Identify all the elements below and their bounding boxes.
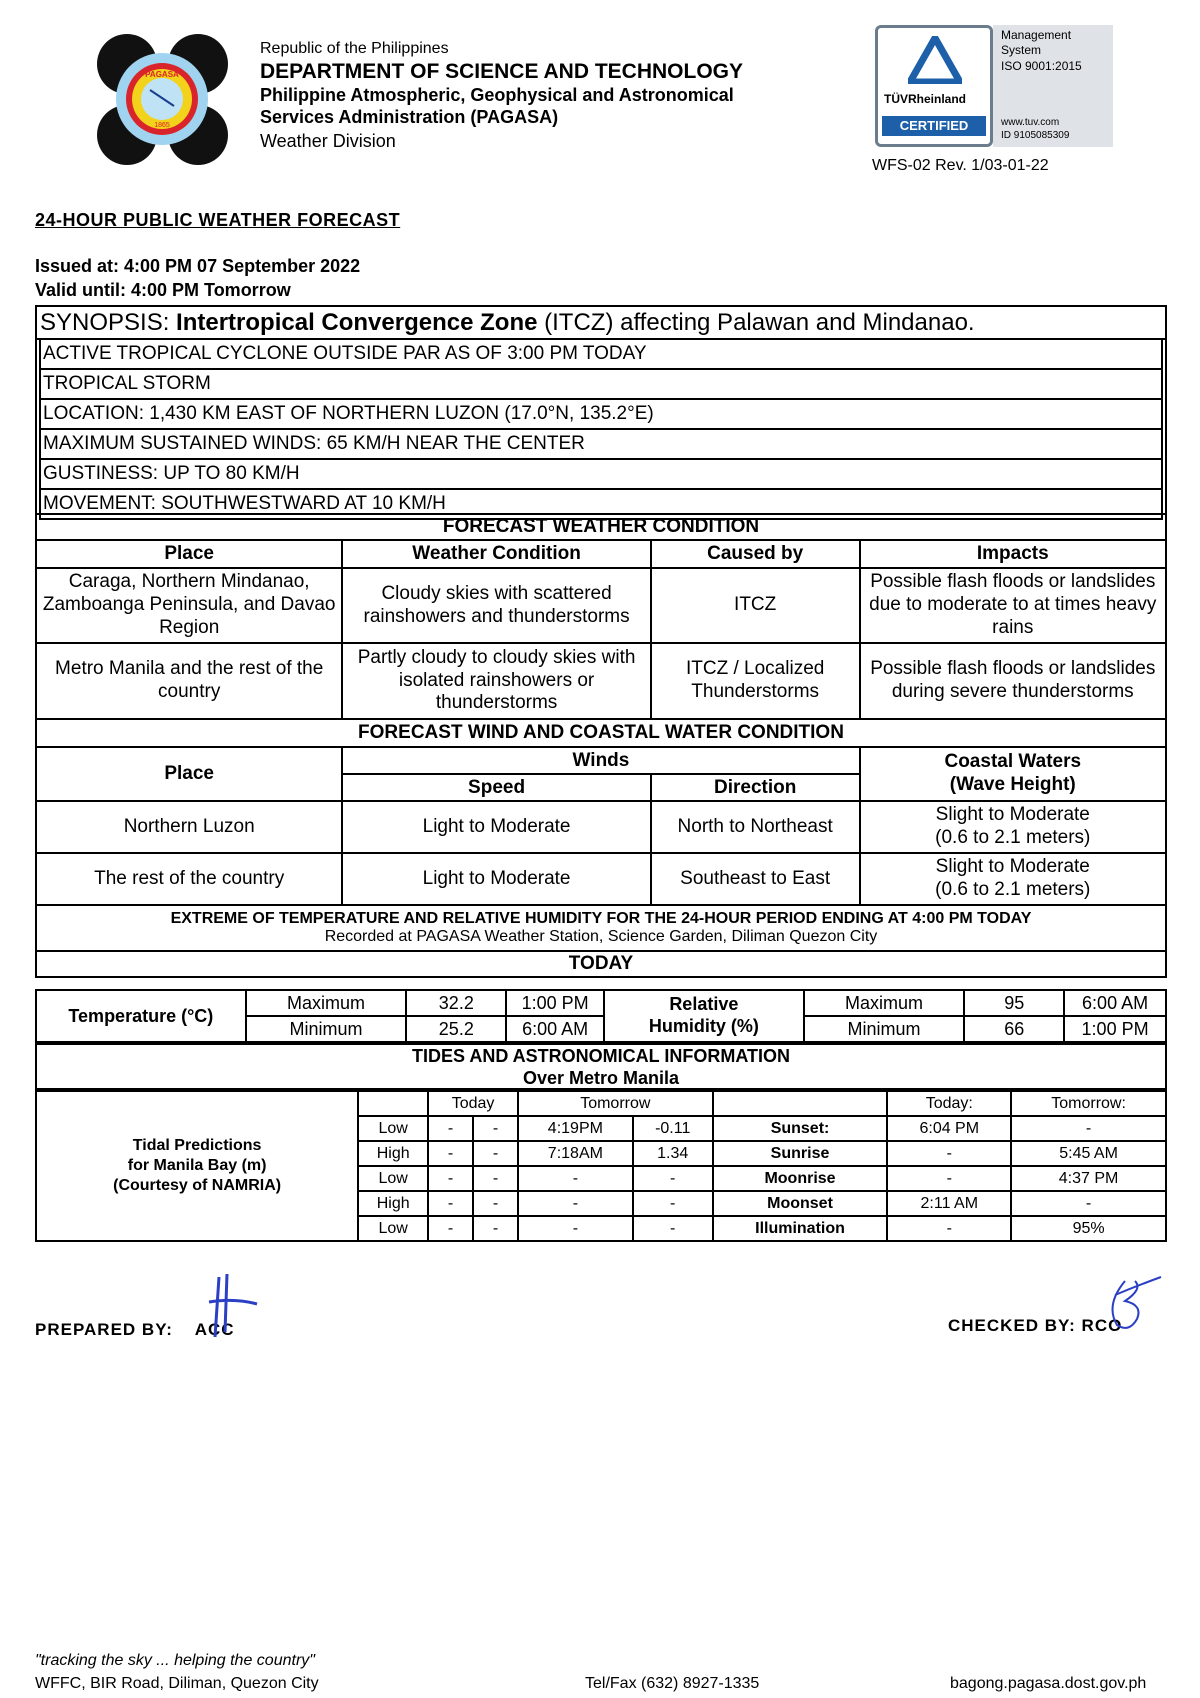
wind-col-direction: Direction	[651, 774, 860, 801]
astro-tomorrow: -	[1011, 1191, 1166, 1216]
department-title: DEPARTMENT OF SCIENCE AND TECHNOLOGY	[260, 60, 744, 83]
tide-tomorrow-height: -	[633, 1216, 713, 1241]
tide-today-time: -	[428, 1191, 473, 1216]
forecast-weather: Cloudy skies with scattered rainshowers and thunderstorms	[342, 568, 650, 643]
wave-label: (Wave Height)	[949, 774, 1076, 795]
synopsis-line: MOVEMENT: SOUTHWESTWARD AT 10 KM/H	[43, 493, 446, 514]
synopsis-line: ACTIVE TROPICAL CYCLONE OUTSIDE PAR AS OF 3:00 PM TODAY	[41, 340, 1161, 370]
tides-heading: TIDES AND ASTRONOMICAL INFORMATION	[412, 1046, 790, 1066]
tides-col-today: Today	[428, 1091, 518, 1116]
issued-at: Issued at: 4:00 PM 07 September 2022	[35, 256, 361, 276]
wind-speed: Light to Moderate	[342, 801, 650, 853]
temp-type: Maximum	[246, 990, 407, 1016]
forecast-col-weather: Weather Condition	[342, 540, 650, 568]
astro-tomorrow: 4:37 PM	[1011, 1166, 1166, 1191]
tide-type: Low	[358, 1116, 428, 1141]
tide-tomorrow-time: -	[518, 1216, 633, 1241]
tides-table	[35, 1090, 1167, 1242]
temp-time: 6:00 AM	[506, 1016, 604, 1042]
astro-tomorrow: 95%	[1011, 1216, 1166, 1241]
tide-today-time: -	[428, 1216, 473, 1241]
extreme-today: TODAY	[36, 951, 1166, 977]
forecast-col-place: Place	[36, 540, 342, 568]
wind-col-speed: Speed	[342, 774, 650, 801]
synopsis-heading	[37, 307, 1165, 340]
tide-today-time: -	[428, 1141, 473, 1166]
extreme-heading: EXTREME OF TEMPERATURE AND RELATIVE HUMIDITY FOR THE 24-HOUR PERIOD ENDING AT 4:00 PM TODAY	[170, 910, 1032, 928]
astro-label: Sunrise	[713, 1141, 888, 1166]
tuv-certification-badge	[875, 25, 1113, 147]
tide-today-height: -	[473, 1166, 518, 1191]
forecast-weather-table	[35, 513, 1167, 978]
coastal-wave: (0.6 to 2.1 meters)	[935, 827, 1091, 848]
tides-col-tomorrow: Tomorrow	[518, 1091, 713, 1116]
cert-website: www.tuv.com	[1001, 117, 1060, 128]
wind-col-coastal	[860, 747, 1166, 801]
humidity-label	[604, 990, 804, 1042]
astro-today: -	[887, 1141, 1011, 1166]
wind-coastal	[860, 801, 1166, 853]
temp-value: 32.2	[406, 990, 506, 1016]
forecast-col-cause: Caused by	[651, 540, 860, 568]
tide-type: Low	[358, 1166, 428, 1191]
tide-tomorrow-height: -	[633, 1191, 713, 1216]
tide-tomorrow-time: 7:18AM	[518, 1141, 633, 1166]
temperature-humidity-table	[35, 989, 1167, 1043]
astro-tomorrow: -	[1011, 1116, 1166, 1141]
valid-until: Valid until: 4:00 PM Tomorrow	[35, 280, 291, 300]
tide-today-height: -	[473, 1141, 518, 1166]
extreme-sub: Recorded at PAGASA Weather Station, Science Garden, Diliman Quezon City	[324, 928, 878, 945]
checked-label: CHECKED BY:	[948, 1316, 1076, 1335]
form-code: WFS-02 Rev. 1/03-01-22	[872, 157, 1049, 174]
tide-type: High	[358, 1141, 428, 1166]
forecast-place: Metro Manila and the rest of the country	[36, 643, 342, 719]
republic-text: Republic of the Philippines	[260, 40, 449, 57]
temp-value: 25.2	[406, 1016, 506, 1042]
table-row	[36, 853, 1166, 905]
checked-initials: RCO	[1081, 1316, 1123, 1335]
synopsis-box	[35, 305, 1167, 515]
wind-col-place: Place	[36, 747, 342, 801]
tide-tomorrow-time: 4:19PM	[518, 1116, 633, 1141]
footer-motto: "tracking the sky ... helping the country"	[35, 1652, 315, 1669]
temperature-label: Temperature (°C)	[36, 990, 246, 1042]
wind-coastal	[860, 853, 1166, 905]
astro-tomorrow: 5:45 AM	[1011, 1141, 1166, 1166]
temp-time: 1:00 PM	[506, 990, 604, 1016]
forecast-place: Caraga, Northern Mindanao, Zamboanga Peninsula, and Davao Region	[36, 568, 342, 643]
tide-today-height: -	[473, 1216, 518, 1241]
wind-direction: Southeast to East	[651, 853, 860, 905]
tuv-certified: CERTIFIED	[882, 116, 986, 136]
astro-today: 6:04 PM	[887, 1116, 1011, 1141]
logo-year: 1865	[154, 122, 170, 129]
synopsis-line: LOCATION: 1,430 KM EAST OF NORTHERN LUZON (17.0°N, 135.2°E)	[41, 400, 1161, 430]
tide-tomorrow-time: -	[518, 1166, 633, 1191]
humidity-label-line2: Humidity (%)	[648, 1016, 759, 1036]
coastal-condition: Slight to Moderate	[935, 804, 1090, 826]
tide-tomorrow-height: -0.11	[633, 1116, 713, 1141]
coastal-condition: Slight to Moderate	[935, 856, 1090, 878]
astro-label: Moonset	[713, 1191, 888, 1216]
footer-tel: Tel/Fax (632) 8927-1335	[585, 1675, 760, 1692]
wind-heading: FORECAST WIND AND COASTAL WATER CONDITION	[36, 719, 1166, 747]
extreme-block	[36, 905, 1166, 951]
temp-type: Minimum	[246, 1016, 407, 1042]
cert-system-line2: System	[1001, 43, 1042, 57]
footer-web: bagong.pagasa.dost.gov.ph	[950, 1675, 1147, 1692]
forecast-heading: FORECAST WEATHER CONDITION	[36, 514, 1166, 540]
synopsis-line: GUSTINESS: UP TO 80 KM/H	[41, 460, 1161, 490]
rh-value: 95	[964, 990, 1064, 1016]
astro-col-today: Today:	[887, 1091, 1011, 1116]
synopsis-line: TROPICAL STORM	[41, 370, 1161, 400]
tides-label-line2: for Manila Bay (m)	[127, 1157, 267, 1174]
tide-today-time: -	[428, 1166, 473, 1191]
pagasa-logo	[95, 32, 230, 167]
tide-type: High	[358, 1191, 428, 1216]
tide-tomorrow-height: 1.34	[633, 1141, 713, 1166]
tuv-brand: TÜVRheinland	[884, 92, 967, 106]
tuv-triangle-icon	[908, 36, 962, 84]
synopsis-label: SYNOPSIS:	[40, 309, 170, 336]
tide-today-time: -	[428, 1116, 473, 1141]
humidity-label-line1: Relative	[669, 994, 739, 1015]
forecast-impacts: Possible flash floods or landslides due to moderate to at times heavy rains	[860, 568, 1166, 643]
wind-place: Northern Luzon	[36, 801, 342, 853]
tides-label-line1: Tidal Predictions	[132, 1137, 262, 1154]
tide-today-height: -	[473, 1191, 518, 1216]
forecast-col-impacts: Impacts	[860, 540, 1166, 568]
table-row	[36, 568, 1166, 643]
wind-direction: North to Northeast	[651, 801, 860, 853]
table-row	[36, 801, 1166, 853]
prepared-initials: ACC	[194, 1320, 235, 1339]
tide-type: Low	[358, 1216, 428, 1241]
prepared-label: PREPARED BY:	[35, 1320, 173, 1339]
synopsis-emphasis: Intertropical Convergence Zone	[176, 309, 538, 336]
astro-today: -	[887, 1166, 1011, 1191]
checked-signature	[1095, 1275, 1165, 1335]
rh-type: Maximum	[804, 990, 965, 1016]
astro-label: Illumination	[713, 1216, 888, 1241]
rh-time: 1:00 PM	[1064, 1016, 1166, 1042]
rh-value: 66	[964, 1016, 1064, 1042]
tides-heading-block	[35, 1043, 1167, 1090]
wind-col-winds: Winds	[342, 747, 859, 774]
agency-line2: Services Administration (PAGASA)	[260, 107, 559, 127]
tide-tomorrow-time: -	[518, 1191, 633, 1216]
forecast-cause: ITCZ / Localized Thunderstorms	[651, 643, 860, 719]
page-title: 24-HOUR PUBLIC WEATHER FORECAST	[35, 210, 401, 230]
cert-iso: ISO 9001:2015	[1001, 59, 1082, 73]
tides-sub: Over Metro Manila	[522, 1067, 680, 1088]
tides-label	[36, 1091, 358, 1241]
forecast-weather: Partly cloudy to cloudy skies with isolated rainshowers or thunderstorms	[342, 643, 650, 719]
forecast-impacts: Possible flash floods or landslides during severe thunderstorms	[860, 643, 1166, 719]
astro-today: 2:11 AM	[887, 1191, 1011, 1216]
tide-tomorrow-height: -	[633, 1166, 713, 1191]
astro-label: Sunset:	[713, 1116, 888, 1141]
astro-today: -	[887, 1216, 1011, 1241]
prepared-signature	[205, 1272, 265, 1342]
astro-label: Moonrise	[713, 1166, 888, 1191]
synopsis-line: MAXIMUM SUSTAINED WINDS: 65 KM/H NEAR THE CENTER	[41, 430, 1161, 460]
agency-line1: Philippine Atmospheric, Geophysical and Astronomical	[260, 85, 734, 105]
logo-text: PAGASA	[145, 70, 179, 79]
footer-address: WFFC, BIR Road, Diliman, Quezon City	[35, 1675, 319, 1692]
table-row	[36, 643, 1166, 719]
astro-col-tomorrow: Tomorrow:	[1011, 1091, 1166, 1116]
synopsis-rest: (ITCZ) affecting Palawan and Mindanao.	[544, 309, 975, 336]
rh-type: Minimum	[804, 1016, 965, 1042]
rh-time: 6:00 AM	[1064, 990, 1166, 1016]
forecast-cause: ITCZ	[651, 568, 860, 643]
tide-today-height: -	[473, 1116, 518, 1141]
wind-speed: Light to Moderate	[342, 853, 650, 905]
cert-id: ID 9105085309	[1001, 130, 1070, 141]
coastal-wave: (0.6 to 2.1 meters)	[935, 879, 1091, 900]
wind-place: The rest of the country	[36, 853, 342, 905]
coastal-label: Coastal Waters	[944, 751, 1082, 773]
division-text: Weather Division	[260, 131, 396, 151]
cert-system-line1: Management	[1001, 28, 1072, 42]
tides-label-line3: (Courtesy of NAMRIA)	[113, 1177, 282, 1194]
